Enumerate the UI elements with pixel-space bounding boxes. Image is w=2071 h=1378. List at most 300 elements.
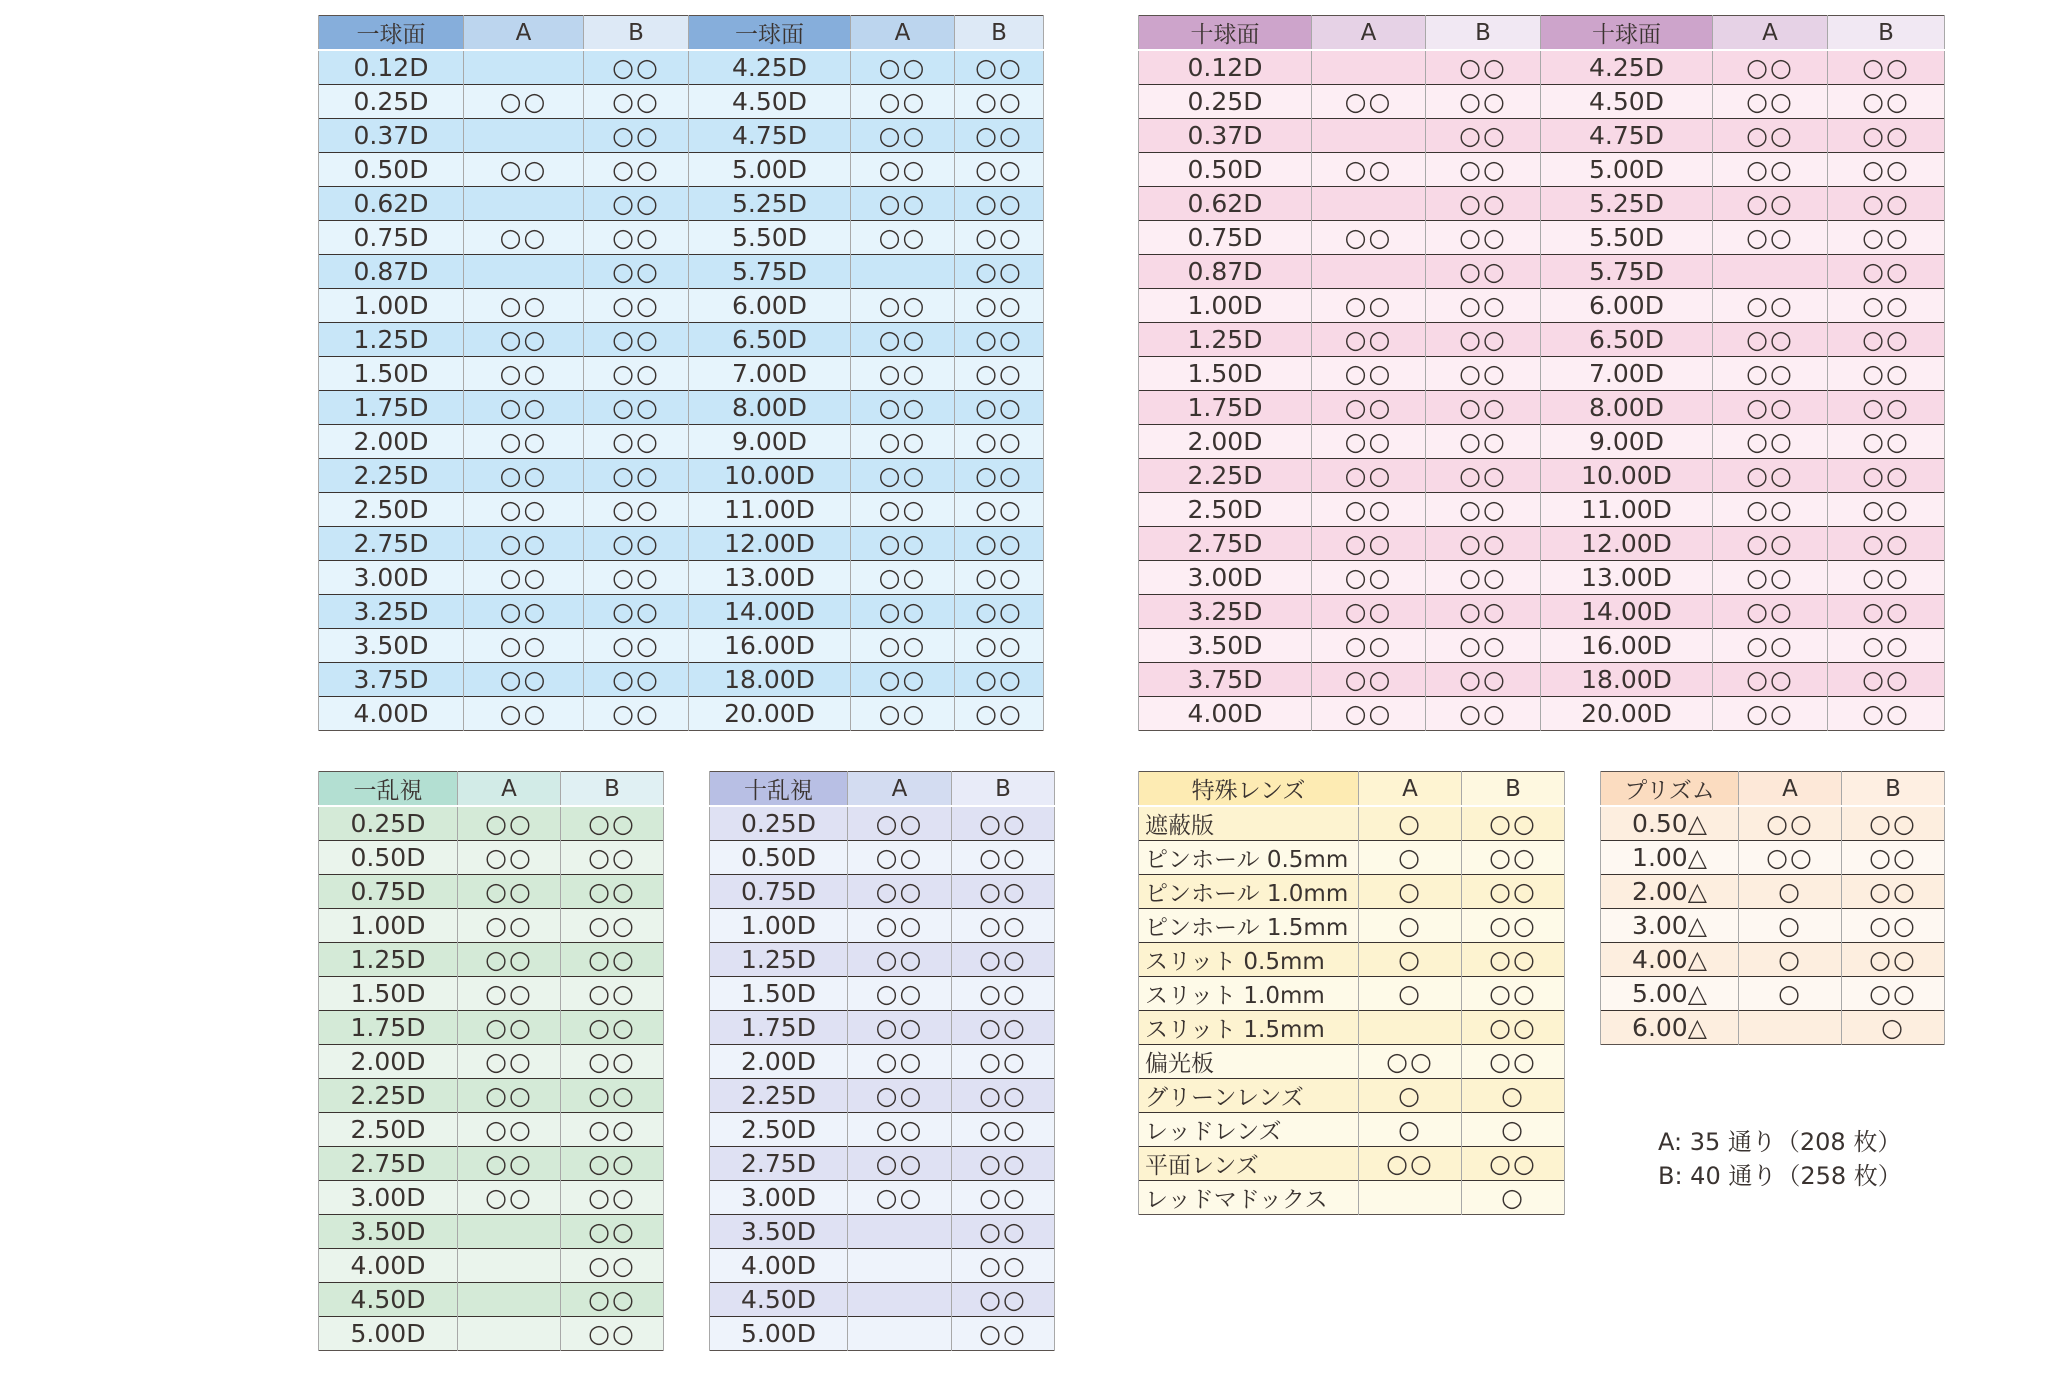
set-a-cell: ○○ (851, 50, 955, 85)
set-a-cell: ○○ (1713, 187, 1828, 221)
value-cell: 4.50D (710, 1283, 848, 1317)
value-cell: 0.25D (319, 806, 458, 841)
table-row (1139, 943, 1565, 977)
value-cell: 3.00D (1139, 561, 1312, 595)
cyl-minus-table (318, 771, 664, 1351)
set-a-cell (458, 1249, 561, 1283)
set-b-cell: ○○ (1842, 841, 1945, 875)
set-b-cell: ○○ (1462, 909, 1565, 943)
set-a-cell: ○○ (848, 1011, 952, 1045)
table-row (319, 943, 664, 977)
set-b-cell: ○○ (1828, 323, 1945, 357)
set-a-cell: ○○ (464, 527, 584, 561)
table-row (1139, 425, 1945, 459)
table-row (319, 1249, 664, 1283)
set-a-cell: ○○ (1713, 323, 1828, 357)
set-b-cell: ○○ (1426, 425, 1541, 459)
set-b-cell: ○○ (952, 977, 1055, 1011)
set-b-cell: ○○ (955, 697, 1044, 731)
value-cell: 3.25D (319, 595, 464, 629)
table-row (319, 697, 1044, 731)
set-b-cell: ○○ (952, 1283, 1055, 1317)
set-a-cell: ○○ (458, 1079, 561, 1113)
set-b-cell: ○○ (1828, 493, 1945, 527)
set-a-cell: ○○ (1359, 1147, 1462, 1181)
table-row (1601, 977, 1945, 1011)
table-row (1139, 1079, 1565, 1113)
value-cell: 1.25D (319, 943, 458, 977)
value-cell: 5.75D (689, 255, 851, 289)
table-row (1139, 50, 1945, 85)
value-cell: 2.50D (710, 1113, 848, 1147)
value-cell: 3.50D (710, 1215, 848, 1249)
set-a-cell: ○○ (458, 909, 561, 943)
set-a-cell: ○○ (1713, 561, 1828, 595)
set-a-cell: ○○ (1312, 629, 1426, 663)
table-row (1139, 459, 1945, 493)
table-row (319, 977, 664, 1011)
set-a-cell: ○○ (464, 153, 584, 187)
set-a-cell: ○○ (1713, 391, 1828, 425)
set-b-cell: ○○ (1828, 459, 1945, 493)
set-a-cell: ○○ (1713, 663, 1828, 697)
set-b-cell: ○○ (955, 663, 1044, 697)
set-a-cell: ○○ (851, 425, 955, 459)
set-a-cell: ○○ (851, 391, 955, 425)
value-cell: 0.75D (710, 875, 848, 909)
column-header-a: A (458, 772, 561, 807)
table-row (710, 841, 1055, 875)
value-cell: 8.00D (689, 391, 851, 425)
set-b-cell: ○○ (1828, 221, 1945, 255)
set-a-cell: ○○ (851, 697, 955, 731)
summary-line-b: B: 40 通り（258 枚） (1658, 1162, 1902, 1190)
set-b-cell: ○○ (561, 1317, 664, 1351)
set-a-cell: ○○ (848, 1147, 952, 1181)
value-cell: 13.00D (689, 561, 851, 595)
set-a-cell: ○ (1359, 1113, 1462, 1147)
set-b-cell: ○○ (1462, 875, 1565, 909)
value-cell: 2.50D (319, 493, 464, 527)
value-cell: 0.37D (319, 119, 464, 153)
set-a-cell (458, 1283, 561, 1317)
set-b-cell: ○○ (1462, 977, 1565, 1011)
value-cell: 遮蔽版 (1139, 806, 1359, 841)
table-row (319, 841, 664, 875)
set-b-cell: ○○ (1462, 841, 1565, 875)
set-a-cell: ○○ (851, 595, 955, 629)
set-a-cell: ○○ (458, 1113, 561, 1147)
set-a-cell: ○○ (458, 977, 561, 1011)
set-b-cell: ○○ (955, 595, 1044, 629)
set-a-cell: ○○ (458, 1045, 561, 1079)
set-b-cell: ○○ (955, 255, 1044, 289)
set-a-cell: ○○ (1713, 85, 1828, 119)
table-row (1139, 357, 1945, 391)
value-cell: 5.00D (319, 1317, 458, 1351)
set-a-cell: ○○ (1713, 493, 1828, 527)
set-a-cell: ○○ (1713, 459, 1828, 493)
set-b-cell: ○○ (952, 1045, 1055, 1079)
table-row (1139, 561, 1945, 595)
table-row (319, 391, 1044, 425)
set-a-cell: ○○ (851, 221, 955, 255)
table-row (1139, 1147, 1565, 1181)
set-b-cell: ○○ (1426, 187, 1541, 221)
set-a-cell (464, 50, 584, 85)
table-row (319, 909, 664, 943)
set-a-cell (458, 1317, 561, 1351)
set-b-cell: ○○ (1828, 595, 1945, 629)
set-b-cell: ○○ (1426, 221, 1541, 255)
header-row (319, 16, 1044, 51)
column-header-b: B (955, 16, 1044, 51)
value-cell: 5.75D (1541, 255, 1713, 289)
column-header-a: A (1739, 772, 1842, 807)
table-row (319, 1079, 664, 1113)
set-b-cell: ○○ (955, 289, 1044, 323)
set-a-cell: ○ (1739, 943, 1842, 977)
set-b-cell: ○○ (561, 875, 664, 909)
set-a-cell: ○○ (848, 1045, 952, 1079)
value-cell: スリット 1.0mm (1139, 977, 1359, 1011)
set-b-cell: ○○ (1462, 806, 1565, 841)
set-a-cell: ○○ (458, 1147, 561, 1181)
set-b-cell: ○○ (952, 909, 1055, 943)
set-b-cell: ○○ (1426, 493, 1541, 527)
table-row (319, 1181, 664, 1215)
value-cell: 2.75D (1139, 527, 1312, 561)
value-cell: 10.00D (1541, 459, 1713, 493)
value-cell: 20.00D (689, 697, 851, 731)
column-header-a: A (1713, 16, 1828, 51)
value-cell: 1.00D (319, 289, 464, 323)
set-b-cell: ○○ (1828, 289, 1945, 323)
set-a-cell: ○○ (464, 697, 584, 731)
set-a-cell (1713, 255, 1828, 289)
table-row (319, 85, 1044, 119)
table-row (710, 1283, 1055, 1317)
set-b-cell: ○○ (952, 1011, 1055, 1045)
column-header-a: A (464, 16, 584, 51)
set-b-cell: ○○ (1842, 875, 1945, 909)
table-row (319, 1317, 664, 1351)
header-row (319, 772, 664, 807)
set-b-cell: ○○ (1828, 561, 1945, 595)
value-cell: 3.75D (319, 663, 464, 697)
set-b-cell: ○○ (1426, 119, 1541, 153)
value-cell: 3.00D (319, 1181, 458, 1215)
set-b-cell: ○○ (561, 1283, 664, 1317)
value-cell: 5.50D (689, 221, 851, 255)
set-b-cell: ○○ (952, 875, 1055, 909)
value-cell: 18.00D (1541, 663, 1713, 697)
value-cell: 1.75D (1139, 391, 1312, 425)
set-a-cell: ○○ (464, 425, 584, 459)
set-a-cell: ○○ (458, 806, 561, 841)
value-cell: 0.25D (710, 806, 848, 841)
value-cell: 5.00D (1541, 153, 1713, 187)
set-a-cell: ○○ (848, 841, 952, 875)
value-cell: 6.50D (689, 323, 851, 357)
set-a-cell: ○○ (851, 187, 955, 221)
set-b-cell: ○○ (955, 221, 1044, 255)
value-cell: 10.00D (689, 459, 851, 493)
value-cell: 18.00D (689, 663, 851, 697)
sphere-minus-table (318, 15, 1044, 731)
set-b-cell: ○○ (584, 425, 689, 459)
set-b-cell: ○○ (1828, 663, 1945, 697)
set-b-cell: ○○ (1842, 977, 1945, 1011)
table-row (1601, 841, 1945, 875)
table-row (710, 943, 1055, 977)
value-cell: 1.75D (319, 391, 464, 425)
set-a-cell: ○○ (464, 357, 584, 391)
set-b-cell: ○○ (1426, 459, 1541, 493)
set-a-cell: ○○ (851, 493, 955, 527)
set-b-cell: ○ (1462, 1181, 1565, 1215)
table-row (1139, 85, 1945, 119)
set-a-cell: ○○ (458, 841, 561, 875)
table-row (1139, 1181, 1565, 1215)
table-row (319, 119, 1044, 153)
set-a-cell: ○ (1739, 909, 1842, 943)
set-a-cell (1312, 50, 1426, 85)
value-cell: 0.75D (319, 875, 458, 909)
value-cell: 11.00D (1541, 493, 1713, 527)
column-header-a: A (1359, 772, 1462, 807)
set-a-cell: ○○ (1312, 425, 1426, 459)
value-cell: 13.00D (1541, 561, 1713, 595)
set-b-cell: ○○ (952, 806, 1055, 841)
set-a-cell: ○ (1739, 977, 1842, 1011)
set-b-cell: ○○ (584, 119, 689, 153)
set-a-cell: ○○ (848, 1181, 952, 1215)
set-a-cell: ○○ (1713, 153, 1828, 187)
table-row (1601, 806, 1945, 841)
set-b-cell: ○○ (955, 187, 1044, 221)
set-a-cell: ○○ (1312, 357, 1426, 391)
table-row (710, 1045, 1055, 1079)
value-cell: 0.50△ (1601, 806, 1739, 841)
set-a-cell (1312, 187, 1426, 221)
table-row (319, 459, 1044, 493)
value-cell: 2.75D (319, 1147, 458, 1181)
set-a-cell: ○○ (1739, 806, 1842, 841)
value-cell: 2.75D (319, 527, 464, 561)
set-b-cell: ○○ (955, 425, 1044, 459)
column-header-b: B (1426, 16, 1541, 51)
value-cell: 偏光板 (1139, 1045, 1359, 1079)
set-b-cell: ○○ (952, 841, 1055, 875)
set-b-cell: ○○ (952, 1215, 1055, 1249)
set-a-cell: ○○ (1312, 493, 1426, 527)
table-row (1139, 1011, 1565, 1045)
value-cell: 16.00D (1541, 629, 1713, 663)
set-a-cell: ○○ (464, 391, 584, 425)
value-cell: 14.00D (1541, 595, 1713, 629)
value-cell: 2.00D (319, 1045, 458, 1079)
column-header-a: A (851, 16, 955, 51)
table-row (319, 1011, 664, 1045)
value-cell: レッドレンズ (1139, 1113, 1359, 1147)
set-a-cell: ○○ (464, 289, 584, 323)
table-row (1139, 255, 1945, 289)
table-row (319, 255, 1044, 289)
set-b-cell: ○○ (1828, 85, 1945, 119)
set-a-cell: ○○ (464, 459, 584, 493)
table-row (319, 357, 1044, 391)
set-b-cell: ○○ (955, 629, 1044, 663)
set-b-cell: ○○ (1462, 1011, 1565, 1045)
cyl-plus-table (709, 771, 1055, 1351)
value-cell: 12.00D (689, 527, 851, 561)
set-b-cell: ○○ (1828, 119, 1945, 153)
set-b-cell: ○○ (584, 595, 689, 629)
value-cell: 2.25D (319, 459, 464, 493)
set-a-cell: ○○ (464, 663, 584, 697)
set-a-cell: ○○ (1713, 357, 1828, 391)
value-cell: 6.00D (1541, 289, 1713, 323)
set-b-cell: ○○ (584, 153, 689, 187)
value-cell: 11.00D (689, 493, 851, 527)
set-b-cell: ○○ (584, 391, 689, 425)
set-a-cell (1312, 255, 1426, 289)
table-row (1139, 289, 1945, 323)
value-cell: 2.00D (1139, 425, 1312, 459)
set-b-cell: ○ (1462, 1079, 1565, 1113)
set-a-cell: ○○ (458, 1011, 561, 1045)
value-cell: 6.00D (689, 289, 851, 323)
summary-line-a: A: 35 通り（208 枚） (1658, 1128, 1902, 1156)
set-b-cell: ○○ (1426, 357, 1541, 391)
set-a-cell: ○○ (851, 357, 955, 391)
table-row (1139, 977, 1565, 1011)
value-cell: 0.75D (319, 221, 464, 255)
set-b-cell: ○○ (952, 943, 1055, 977)
value-cell: 12.00D (1541, 527, 1713, 561)
set-b-cell: ○○ (561, 1181, 664, 1215)
set-b-cell: ○○ (561, 1249, 664, 1283)
set-a-cell: ○○ (1312, 697, 1426, 731)
value-cell: 2.25D (710, 1079, 848, 1113)
table-row (1139, 629, 1945, 663)
set-b-cell: ○○ (1828, 391, 1945, 425)
set-b-cell: ○○ (955, 527, 1044, 561)
set-a-cell: ○○ (1713, 119, 1828, 153)
value-cell: 4.00D (710, 1249, 848, 1283)
table-row (1139, 527, 1945, 561)
set-b-cell: ○○ (1426, 561, 1541, 595)
value-cell: 4.50D (689, 85, 851, 119)
table-row (319, 50, 1044, 85)
set-a-cell: ○○ (1713, 697, 1828, 731)
set-b-cell: ○○ (1842, 943, 1945, 977)
column-header-label: 十球面 (1541, 16, 1713, 51)
table-row (710, 1249, 1055, 1283)
set-a-cell (458, 1215, 561, 1249)
set-a-cell: ○○ (851, 561, 955, 595)
set-b-cell: ○○ (955, 459, 1044, 493)
value-cell: 1.00D (319, 909, 458, 943)
column-header-b: B (1462, 772, 1565, 807)
value-cell: 0.37D (1139, 119, 1312, 153)
set-a-cell: ○○ (1713, 221, 1828, 255)
set-b-cell: ○○ (584, 255, 689, 289)
set-b-cell: ○○ (1426, 391, 1541, 425)
set-a-cell: ○○ (1312, 289, 1426, 323)
set-a-cell: ○○ (848, 875, 952, 909)
value-cell: 2.25D (1139, 459, 1312, 493)
set-b-cell: ○○ (955, 357, 1044, 391)
value-cell: 2.50D (1139, 493, 1312, 527)
column-header-b: B (952, 772, 1055, 807)
value-cell: 1.00D (1139, 289, 1312, 323)
value-cell: 5.50D (1541, 221, 1713, 255)
set-a-cell: ○○ (464, 493, 584, 527)
table-row (1601, 943, 1945, 977)
value-cell: 16.00D (689, 629, 851, 663)
value-cell: 0.25D (1139, 85, 1312, 119)
column-header-b: B (1842, 772, 1945, 807)
set-b-cell: ○○ (561, 1079, 664, 1113)
set-b-cell: ○○ (584, 50, 689, 85)
set-b-cell: ○○ (955, 50, 1044, 85)
table-row (1139, 595, 1945, 629)
table-row (1139, 221, 1945, 255)
set-b-cell: ○○ (1426, 153, 1541, 187)
value-cell: 3.75D (1139, 663, 1312, 697)
value-cell: 4.25D (689, 50, 851, 85)
value-cell: 2.00D (710, 1045, 848, 1079)
value-cell: 14.00D (689, 595, 851, 629)
table-row (319, 629, 1044, 663)
value-cell: 4.50D (1541, 85, 1713, 119)
set-b-cell: ○○ (1462, 943, 1565, 977)
set-a-cell: ○○ (851, 323, 955, 357)
value-cell: 4.75D (1541, 119, 1713, 153)
set-a-cell: ○○ (851, 459, 955, 493)
value-cell: 2.75D (710, 1147, 848, 1181)
set-a-cell (1359, 1181, 1462, 1215)
set-b-cell: ○○ (1426, 629, 1541, 663)
value-cell: スリット 0.5mm (1139, 943, 1359, 977)
table-row (319, 663, 1044, 697)
column-header-label: 十球面 (1139, 16, 1312, 51)
table-row (710, 977, 1055, 1011)
set-b-cell: ○○ (584, 221, 689, 255)
table-row (1601, 909, 1945, 943)
value-cell: 0.62D (1139, 187, 1312, 221)
header-row (1601, 772, 1945, 807)
value-cell: 4.00D (319, 1249, 458, 1283)
value-cell: 1.50D (319, 977, 458, 1011)
header-row (1139, 16, 1945, 51)
set-a-cell: ○○ (851, 527, 955, 561)
table-row (319, 187, 1044, 221)
value-cell: 0.87D (319, 255, 464, 289)
special-lens-table (1138, 771, 1565, 1215)
set-b-cell: ○○ (952, 1079, 1055, 1113)
table-row (710, 1113, 1055, 1147)
table-row (319, 1283, 664, 1317)
set-a-cell: ○○ (1312, 85, 1426, 119)
set-b-cell: ○○ (1828, 527, 1945, 561)
set-a-cell: ○○ (458, 875, 561, 909)
table-row (319, 1113, 664, 1147)
value-cell: 0.50D (319, 153, 464, 187)
set-a-cell (464, 187, 584, 221)
